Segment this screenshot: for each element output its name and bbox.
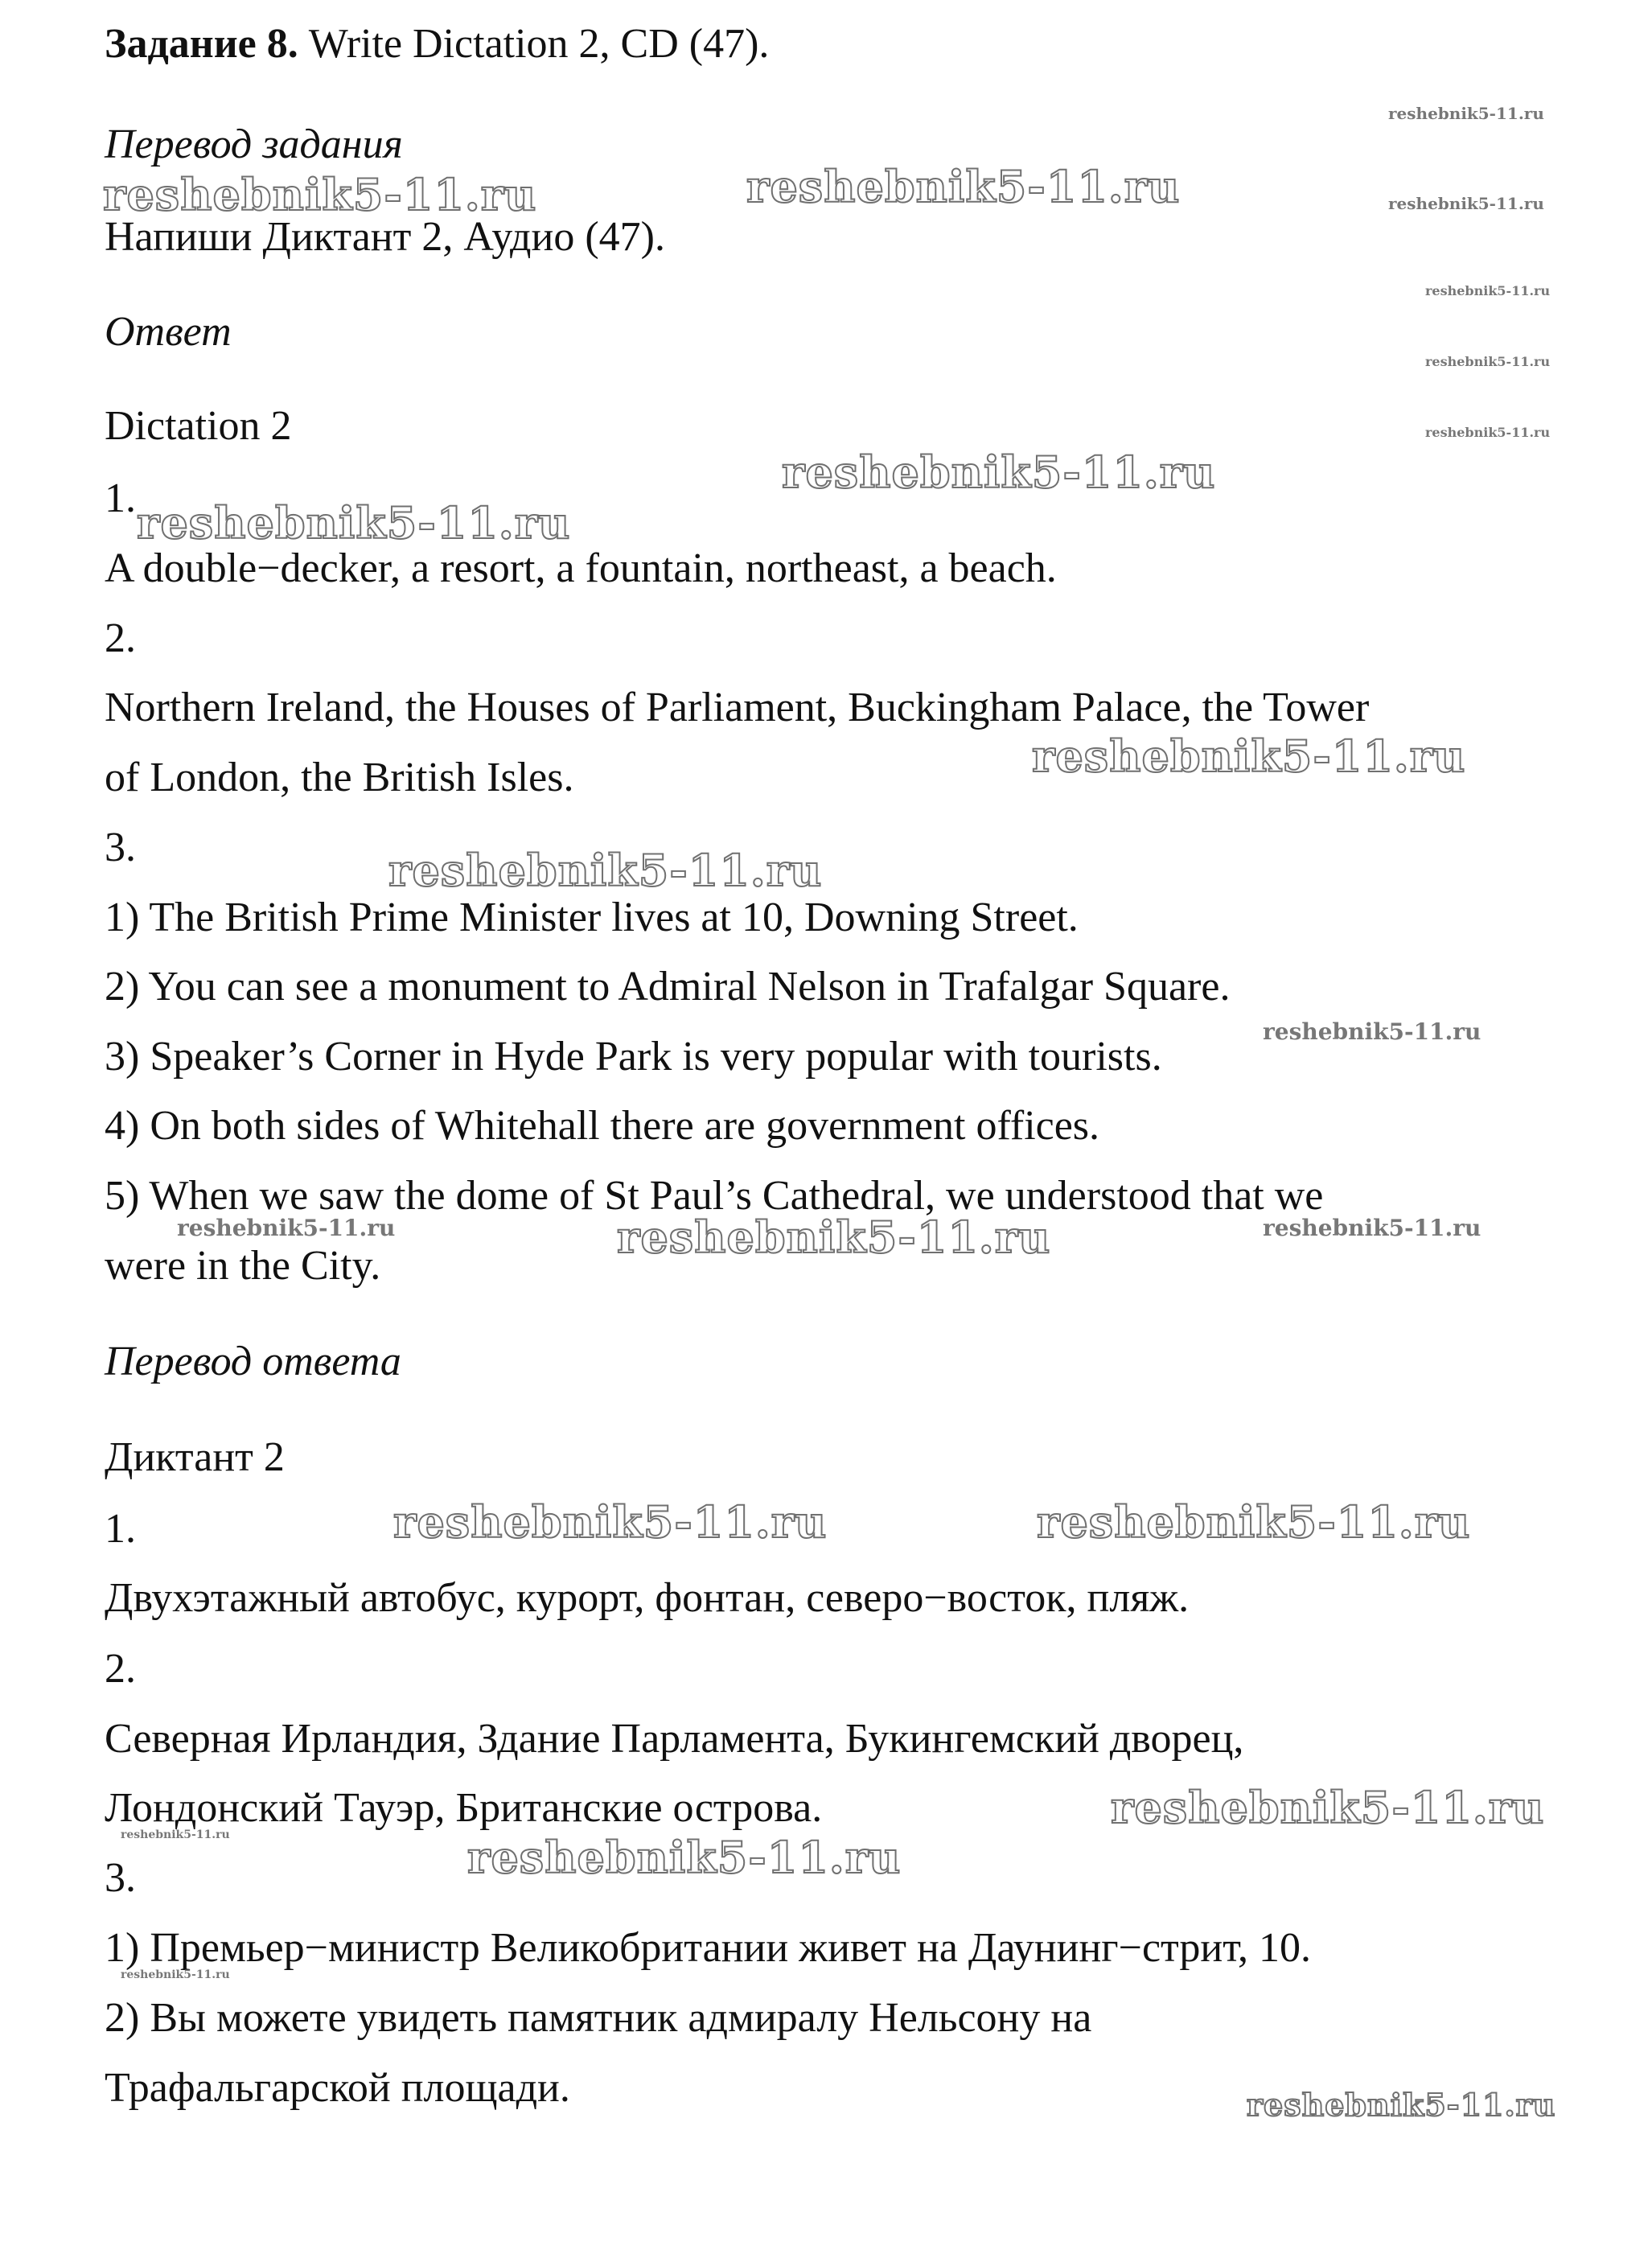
task-heading bbox=[105, 20, 769, 68]
translation-line: Трафальгарской площади. bbox=[105, 2065, 570, 2111]
translation-line: Северная Ирландия, Здание Парламента, Букингемский дворец, bbox=[105, 1716, 1244, 1762]
watermark: reshebnik5-11.ru bbox=[1388, 194, 1544, 213]
answer-section-number: 1. bbox=[105, 475, 136, 521]
watermark: reshebnik5-11.ru bbox=[121, 1828, 230, 1841]
watermark: reshebnik5-11.ru bbox=[1111, 1782, 1545, 1833]
task-translation-text: Напиши Диктант 2, Аудио (47). bbox=[105, 214, 665, 260]
watermark: reshebnik5-11.ru bbox=[467, 1832, 902, 1883]
watermark: reshebnik5-11.ru bbox=[746, 161, 1181, 212]
watermark: reshebnik5-11.ru bbox=[137, 497, 571, 549]
translation-line: Двухэтажный автобус, курорт, фонтан, северо−восток, пляж. bbox=[105, 1575, 1190, 1621]
watermark: reshebnik5-11.ru bbox=[177, 1215, 396, 1241]
answer-line: were in the City. bbox=[105, 1243, 381, 1289]
translation-line: Лондонский Тауэр, Британские острова. bbox=[105, 1785, 823, 1831]
watermark: reshebnik5-11.ru bbox=[1425, 283, 1551, 298]
answer-line: 3) Speaker’s Corner in Hyde Park is very popular with tourists. bbox=[105, 1034, 1162, 1080]
watermark: reshebnik5-11.ru bbox=[388, 845, 823, 896]
watermark: reshebnik5-11.ru bbox=[1263, 1215, 1481, 1241]
answer-translation-title: Диктант 2 bbox=[105, 1434, 285, 1480]
watermark: reshebnik5-11.ru bbox=[617, 1211, 1051, 1263]
translation-section-number: 2. bbox=[105, 1646, 136, 1692]
answer-line: of London, the British Isles. bbox=[105, 755, 574, 800]
watermark: reshebnik5-11.ru bbox=[1247, 2087, 1556, 2123]
answer-line: 1) The British Prime Minister lives at 10, Downing Street. bbox=[105, 895, 1079, 940]
task-text: Write Dictation 2, CD (47). bbox=[298, 21, 770, 67]
answer-title: Dictation 2 bbox=[105, 403, 292, 449]
watermark: reshebnik5-11.ru bbox=[1425, 354, 1551, 369]
watermark: reshebnik5-11.ru bbox=[103, 169, 537, 220]
task-label: Задание 8. bbox=[105, 21, 298, 67]
answer-line: 5) When we saw the dome of St Paul’s Cathedral, we understood that we bbox=[105, 1173, 1324, 1219]
answer-line: A double−decker, a resort, a fountain, northeast, a beach. bbox=[105, 545, 1057, 591]
watermark: reshebnik5-11.ru bbox=[1037, 1496, 1471, 1548]
translation-line: 2) Вы можете увидеть памятник адмиралу Нельсону на bbox=[105, 1995, 1092, 2041]
answer-heading: Ответ bbox=[105, 309, 232, 355]
watermark: reshebnik5-11.ru bbox=[1032, 730, 1466, 782]
watermark: reshebnik5-11.ru bbox=[1263, 1018, 1481, 1045]
watermark: reshebnik5-11.ru bbox=[1388, 104, 1544, 123]
watermark: reshebnik5-11.ru bbox=[121, 1968, 230, 1981]
answer-section-number: 2. bbox=[105, 615, 136, 661]
answer-line: Northern Ireland, the Houses of Parliament, Buckingham Palace, the Tower bbox=[105, 685, 1370, 730]
translation-line: 1) Премьер−министр Великобритании живет на Даунинг−стрит, 10. bbox=[105, 1925, 1312, 1971]
translation-section-number: 1. bbox=[105, 1506, 136, 1552]
translation-section-number: 3. bbox=[105, 1855, 136, 1901]
watermark: reshebnik5-11.ru bbox=[1425, 425, 1551, 440]
answer-section-number: 3. bbox=[105, 825, 136, 870]
watermark: reshebnik5-11.ru bbox=[393, 1496, 828, 1548]
answer-line: 2) You can see a monument to Admiral Nelson in Trafalgar Square. bbox=[105, 964, 1231, 1010]
answer-line: 4) On both sides of Whitehall there are government offices. bbox=[105, 1103, 1100, 1149]
task-translation-heading: Перевод задания bbox=[105, 121, 403, 167]
watermark: reshebnik5-11.ru bbox=[782, 446, 1216, 498]
answer-translation-heading: Перевод ответа bbox=[105, 1339, 401, 1384]
